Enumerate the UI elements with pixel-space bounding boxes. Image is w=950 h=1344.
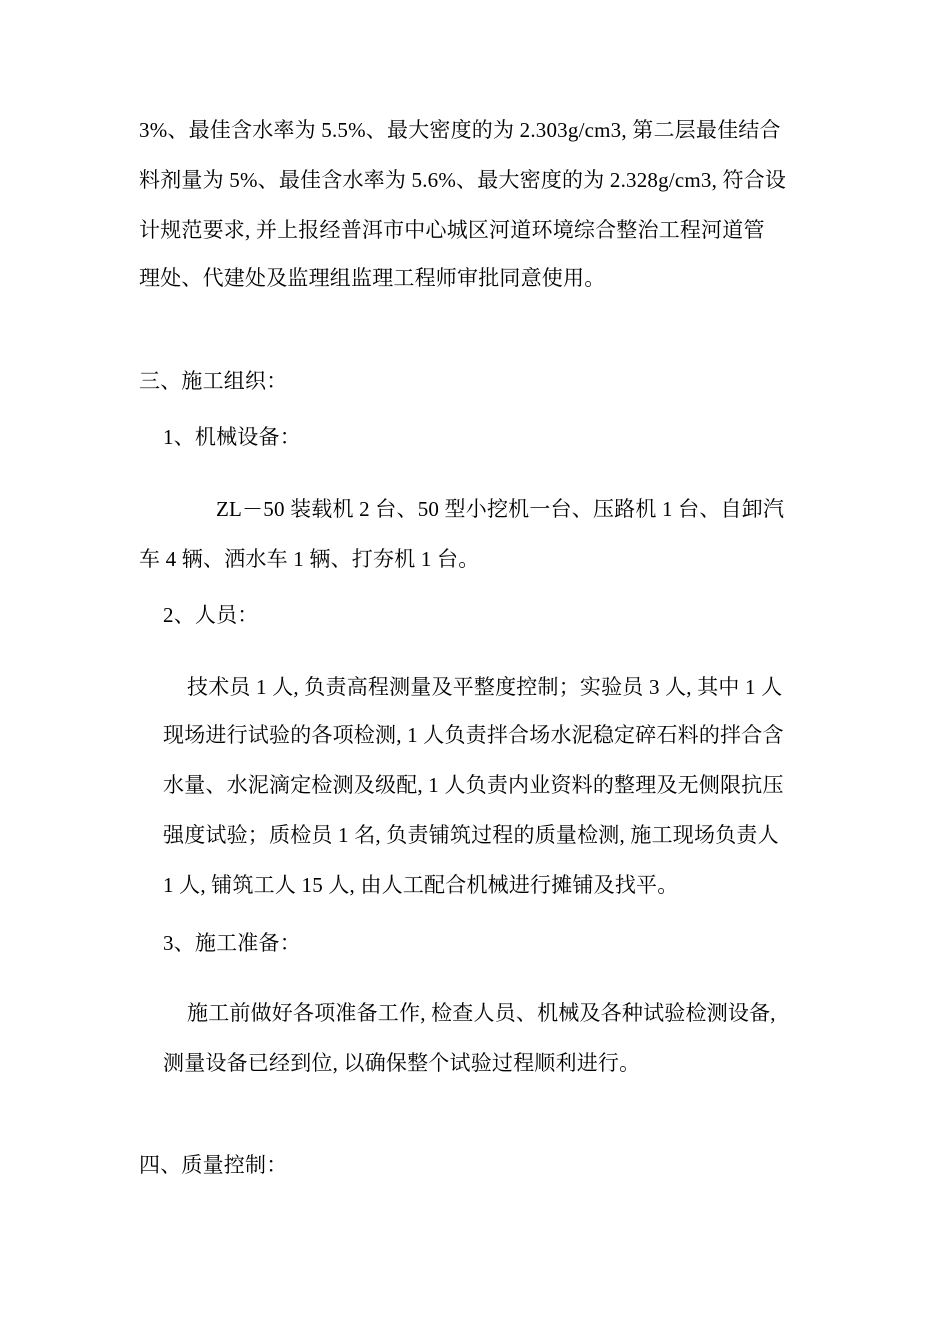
- section-heading-quality-control: 四、质量控制：: [139, 1153, 288, 1177]
- paragraph-line: 料剂量为 5%、最佳含水率为 5.6%、最大密度的为 2.328g/cm3, 符合设: [139, 168, 787, 192]
- personnel-line: 1 人, 铺筑工人 15 人, 由人工配合机械进行摊铺及找平。: [163, 873, 679, 897]
- section-heading-construction-organization: 三、施工组织：: [139, 369, 288, 393]
- personnel-line: 现场进行试验的各项检测, 1 人负责拌合场水泥稳定碎石料的拌合含: [163, 723, 784, 747]
- preparation-line: 施工前做好各项准备工作, 检查人员、机械及各种试验检测设备,: [187, 1001, 776, 1025]
- paragraph-line: 计规范要求, 并上报经普洱市中心城区河道环境综合整治工程河道管: [139, 218, 765, 242]
- personnel-line: 水量、水泥滴定检测及级配, 1 人负责内业资料的整理及无侧限抗压: [163, 773, 784, 797]
- subheading-personnel: 2、人员：: [163, 603, 259, 627]
- machinery-line: ZL－50 装载机 2 台、50 型小挖机一台、压路机 1 台、自卸汽: [216, 497, 785, 521]
- subheading-preparation: 3、施工准备：: [163, 931, 301, 955]
- personnel-line: 强度试验；质检员 1 名, 负责铺筑过程的质量检测, 施工现场负责人: [163, 823, 779, 847]
- machinery-line: 车 4 辆、洒水车 1 辆、打夯机 1 台。: [139, 547, 480, 571]
- preparation-line: 测量设备已经到位, 以确保整个试验过程顺利进行。: [163, 1051, 641, 1075]
- paragraph-line: 3%、最佳含水率为 5.5%、最大密度的为 2.303g/cm3, 第二层最佳结合: [139, 118, 781, 142]
- personnel-line: 技术员 1 人, 负责高程测量及平整度控制；实验员 3 人, 其中 1 人: [187, 675, 783, 699]
- paragraph-line: 理处、代建处及监理组监理工程师审批同意使用。: [139, 266, 606, 290]
- subheading-machinery: 1、机械设备：: [163, 425, 301, 449]
